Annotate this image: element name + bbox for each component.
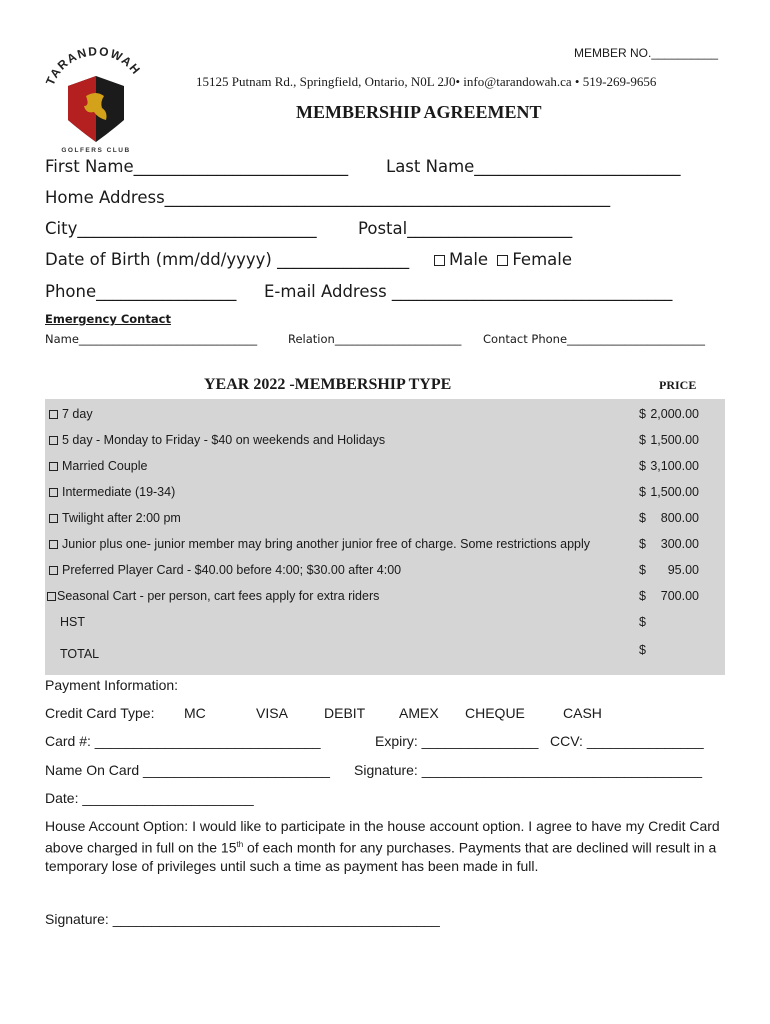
membership-label: 5 day - Monday to Friday - $40 on weekends and Holidays <box>62 433 386 447</box>
expiry-field[interactable]: Expiry: _______________ <box>375 733 539 749</box>
female-label: Female <box>512 250 573 269</box>
date-field[interactable]: Date: ______________________ <box>45 790 254 806</box>
card-type-mc[interactable]: MC <box>184 705 206 721</box>
dob-field[interactable]: Date of Birth (mm/dd/yyyy) ________________ <box>45 250 410 269</box>
membership-row <box>45 479 725 505</box>
membership-table <box>45 399 725 675</box>
club-address: 15125 Putnam Rd., Springfield, Ontario, N0L 2J0• info@tarandowah.ca • 519-269-9656 <box>196 74 657 89</box>
membership-checkbox[interactable] <box>49 566 58 575</box>
membership-row <box>45 583 725 609</box>
membership-checkbox[interactable] <box>49 436 58 445</box>
member-number-field[interactable]: MEMBER NO.__________ <box>574 46 719 60</box>
membership-label: Twilight after 2:00 pm <box>62 511 181 525</box>
emergency-phone-field[interactable]: Contact Phone________________________ <box>483 332 706 346</box>
page-title: MEMBERSHIP AGREEMENT <box>296 102 542 122</box>
club-logo <box>40 46 150 156</box>
currency-symbol: $ <box>639 537 646 551</box>
membership-label: Preferred Player Card - $40.00 before 4:00; $30.00 after 4:00 <box>62 563 402 577</box>
membership-price: 2,000.00 <box>650 407 699 421</box>
first-name-field[interactable]: First Name__________________________ <box>45 157 349 176</box>
card-type-debit[interactable]: DEBIT <box>324 705 366 721</box>
male-checkbox[interactable] <box>434 255 445 266</box>
hst-row <box>45 609 725 635</box>
price-header: PRICE <box>659 378 697 392</box>
male-label: Male <box>449 250 489 269</box>
female-checkbox[interactable] <box>497 255 508 266</box>
membership-checkbox[interactable] <box>47 592 56 601</box>
card-number-field[interactable]: Card #: _____________________________ <box>45 733 321 749</box>
total-label: TOTAL <box>60 647 100 661</box>
currency-symbol: $ <box>639 433 646 447</box>
card-type-amex[interactable]: AMEX <box>399 705 439 721</box>
membership-price: 95.00 <box>667 563 699 577</box>
house-account-paragraph <box>45 817 725 875</box>
hst-currency: $ <box>639 615 646 629</box>
gender-options <box>434 250 572 269</box>
emergency-contact-heading: Emergency Contact <box>45 312 171 326</box>
currency-symbol: $ <box>639 589 646 603</box>
card-signature-field[interactable]: Signature: ____________________________________ <box>354 762 703 778</box>
card-type-visa[interactable]: VISA <box>256 705 288 721</box>
membership-label: Intermediate (19-34) <box>62 485 176 499</box>
card-type-cheque[interactable]: CHEQUE <box>465 705 525 721</box>
last-name-field[interactable]: Last Name_________________________ <box>386 157 681 176</box>
membership-price: 1,500.00 <box>650 433 699 447</box>
membership-checkbox[interactable] <box>49 488 58 497</box>
name-on-card-field[interactable]: Name On Card ________________________ <box>45 762 330 778</box>
phone-field[interactable]: Phone_________________ <box>45 282 237 301</box>
house-account-line: House Account Option: I would like to participate in the house account option. I agree to have my Credit Card <box>45 818 720 834</box>
logo-text-bottom: GOLFERS CLUB <box>61 147 131 154</box>
membership-price: 700.00 <box>660 589 699 603</box>
email-field[interactable]: E-mail Address __________________________________ <box>264 282 673 301</box>
currency-symbol: $ <box>639 459 646 473</box>
payment-heading: Payment Information: <box>45 677 179 693</box>
ccv-field[interactable]: CCV: _______________ <box>550 733 704 749</box>
currency-symbol: $ <box>639 407 646 421</box>
total-currency: $ <box>639 643 646 657</box>
membership-price: 800.00 <box>660 511 699 525</box>
total-row <box>45 637 725 663</box>
emergency-relation-field[interactable]: Relation______________________ <box>288 332 462 346</box>
house-account-line: temporary lose of privileges until such a time as payment has been made in full. <box>45 857 539 874</box>
membership-checkbox[interactable] <box>49 540 58 549</box>
city-field[interactable]: City_____________________________ <box>45 219 317 238</box>
hst-label: HST <box>60 615 85 629</box>
house-account-line: above charged in full on the 15th of each month for any purchases. Payments that are declined will result in a <box>45 839 717 856</box>
membership-row <box>45 427 725 453</box>
logo-text-top: TARANDOWAH <box>42 46 144 88</box>
card-type-label: Credit Card Type: <box>45 705 155 721</box>
membership-row <box>45 531 725 557</box>
card-type-cash[interactable]: CASH <box>563 705 602 721</box>
home-address-field[interactable]: Home Address______________________________________________________ <box>45 188 611 207</box>
membership-checkbox[interactable] <box>49 462 58 471</box>
membership-label: 7 day <box>62 407 93 421</box>
membership-checkbox[interactable] <box>49 410 58 419</box>
membership-label: Seasonal Cart - per person, cart fees apply for extra riders <box>57 589 380 603</box>
membership-price: 3,100.00 <box>650 459 699 473</box>
currency-symbol: $ <box>639 563 646 577</box>
membership-row <box>45 557 725 583</box>
membership-price: 300.00 <box>660 537 699 551</box>
membership-row <box>45 505 725 531</box>
currency-symbol: $ <box>639 485 646 499</box>
emergency-name-field[interactable]: Name_______________________________ <box>45 332 258 346</box>
membership-row <box>45 401 725 427</box>
membership-label: Junior plus one- junior member may bring another junior free of charge. Some restrictions apply <box>62 537 591 551</box>
membership-label: Married Couple <box>62 459 148 473</box>
membership-type-title: YEAR 2022 -MEMBERSHIP TYPE <box>204 376 452 393</box>
membership-checkbox[interactable] <box>49 514 58 523</box>
currency-symbol: $ <box>639 511 646 525</box>
membership-row <box>45 453 725 479</box>
postal-field[interactable]: Postal____________________ <box>358 219 573 238</box>
final-signature-field[interactable]: Signature: __________________________________________ <box>45 911 440 927</box>
membership-price: 1,500.00 <box>650 485 699 499</box>
